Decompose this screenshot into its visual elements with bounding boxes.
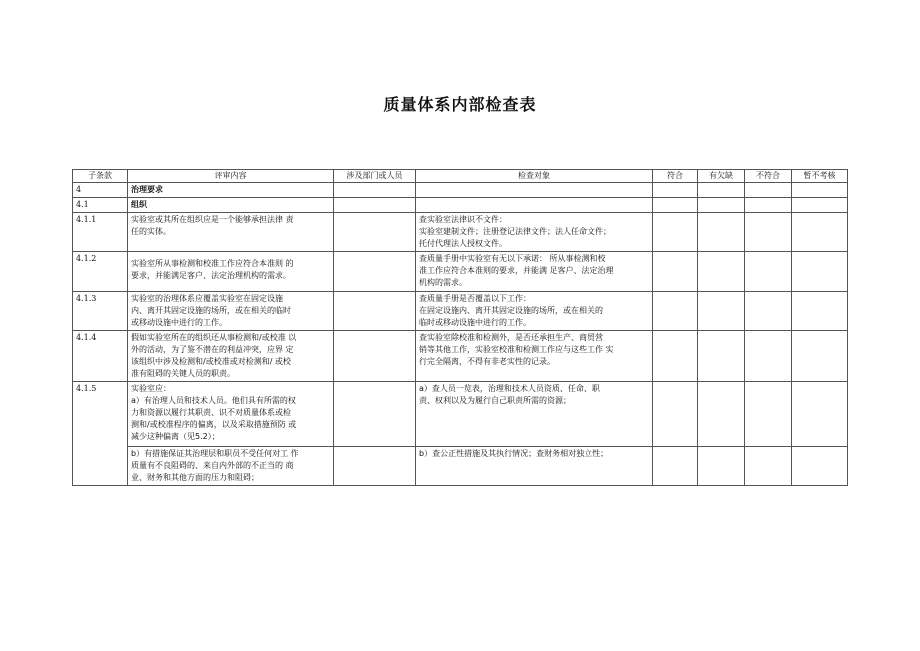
nonconform-cell <box>745 292 792 331</box>
dept-cell <box>334 382 416 447</box>
table-row <box>73 331 848 382</box>
content-cell: 实验室的治理体系应覆盖实验室在固定设施 内、离开其固定设施的场所，或在相关的临时 或移动设施中进行的工作。 <box>128 292 334 331</box>
na-cell <box>792 183 848 198</box>
table-row <box>73 213 848 252</box>
na-cell <box>792 213 848 252</box>
dept-cell <box>334 183 416 198</box>
nonconform-cell <box>745 252 792 292</box>
table-row <box>73 198 848 213</box>
object-cell <box>416 183 653 198</box>
dept-cell <box>334 292 416 331</box>
object-cell: a）查人员一览表，治理和技术人员资质、任命、职 责、权利以及为履行自己职责所需的资源； <box>416 382 653 447</box>
defect-cell <box>698 447 745 486</box>
conform-cell <box>653 213 698 252</box>
na-cell <box>792 382 848 447</box>
na-cell <box>792 447 848 486</box>
nonconform-cell <box>745 183 792 198</box>
object-cell: 查实验室法律识不文件： 实验室建制文件；注册登记法律文件；法人任命文件； 托付代理法人授权文件。 <box>416 213 653 252</box>
dept-cell <box>334 331 416 382</box>
content-cell: 实验室应： a）有治理人员和技术人员。他们具有所需的权 力和资源以履行其职责、识不对质量体系或检 测和/或校准程序的偏离，以及采取措施预防 或 减少这种偏离（见5.2）； <box>128 382 334 447</box>
na-cell <box>792 252 848 292</box>
na-cell <box>792 331 848 382</box>
defect-cell <box>698 292 745 331</box>
defect-cell <box>698 183 745 198</box>
object-cell <box>416 198 653 213</box>
dept-cell <box>334 447 416 486</box>
conform-cell <box>653 382 698 447</box>
table-header-row <box>73 170 848 183</box>
nonconform-cell <box>745 447 792 486</box>
defect-cell <box>698 198 745 213</box>
nonconform-cell <box>745 198 792 213</box>
page-title: 质量体系内部检查表 <box>383 95 537 114</box>
defect-cell <box>698 213 745 252</box>
clause-cell: 4.1.3 <box>73 292 128 331</box>
table-row <box>73 252 848 292</box>
object-cell: 查质量手册中实验室有无以下承诺： 所从事检测和校 准工作应符合本准则的要求，并能满 足客户、法定治理 机构的需求。 <box>416 252 653 292</box>
object-cell: b）查公正性措施及其执行情况；查财务相对独立性； <box>416 447 653 486</box>
header-conform: 符合 <box>653 170 698 183</box>
clause-cell: 4.1.4 <box>73 331 128 382</box>
checklist-table <box>72 169 848 486</box>
conform-cell <box>653 292 698 331</box>
defect-cell <box>698 252 745 292</box>
na-cell <box>792 292 848 331</box>
header-clause: 子条款 <box>73 170 128 183</box>
content-cell: 组织 <box>128 198 334 213</box>
conform-cell <box>653 331 698 382</box>
na-cell <box>792 198 848 213</box>
table-row <box>73 292 848 331</box>
conform-cell <box>653 252 698 292</box>
conform-cell <box>653 198 698 213</box>
object-cell: 查实验室除校准和检测外，是否还承担生产、商贸营 销等其他工作，实验室校准和检测工作应与这些工作 实 行完全隔离，不得有非老实性的记录。 <box>416 331 653 382</box>
content-cell: 假如实验室所在的组织还从事检测和/或校准 以 外的活动，为了鉴不潜在的利益冲突，应界 定 该组织中涉及检测和/或校准或对检测和/ 或校 准有阻碍的关键人员的职责。 <box>128 331 334 382</box>
table-row <box>73 382 848 447</box>
conform-cell <box>653 447 698 486</box>
defect-cell <box>698 382 745 447</box>
header-dept: 涉及部门或人员 <box>334 170 416 183</box>
clause-cell: 4 <box>73 183 128 198</box>
clause-cell: 4.1.2 <box>73 252 128 292</box>
dept-cell <box>334 252 416 292</box>
header-object: 检查对象 <box>416 170 653 183</box>
defect-cell <box>698 331 745 382</box>
content-cell: b）有措施保证其治理层和职员不受任何对工 作 质量有不良阻碍的、来自内外部的不正当的 商 业、财务和其他方面的压力和阻碍； <box>128 447 334 486</box>
content-cell: 实验室或其所在组织应是一个能够承担法律 责 任的实体。 <box>128 213 334 252</box>
table-row <box>73 447 848 486</box>
conform-cell <box>653 183 698 198</box>
table-row <box>73 183 848 198</box>
dept-cell <box>334 213 416 252</box>
clause-cell: 4.1.5 <box>73 382 128 486</box>
nonconform-cell <box>745 331 792 382</box>
content-cell: 治理要求 <box>128 183 334 198</box>
header-nonconform: 不符合 <box>745 170 792 183</box>
nonconform-cell <box>745 382 792 447</box>
nonconform-cell <box>745 213 792 252</box>
object-cell: 查质量手册是否覆盖以下工作： 在固定设施内、离开其固定设施的场所，或在相关的 临时或移动设施中进行的工作。 <box>416 292 653 331</box>
clause-cell: 4.1.1 <box>73 213 128 252</box>
header-defect: 有欠缺 <box>698 170 745 183</box>
dept-cell <box>334 198 416 213</box>
clause-cell: 4.1 <box>73 198 128 213</box>
header-na: 暂不考核 <box>792 170 848 183</box>
header-content: 评审内容 <box>128 170 334 183</box>
content-cell: 实验室所从事检测和校准工作应符合本准则 的 要求，并能满足客户、法定治理机构的需求。 <box>128 252 334 292</box>
